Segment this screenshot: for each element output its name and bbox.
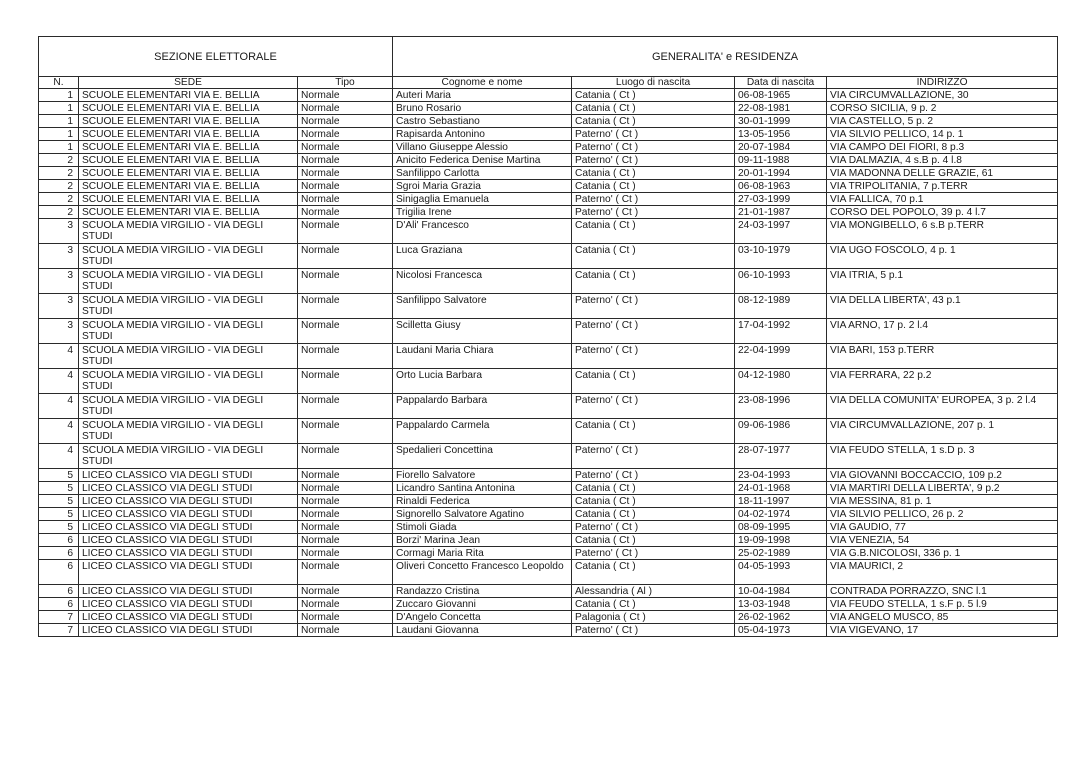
cell-tipo: Normale xyxy=(298,534,393,547)
cell-birthplace: Catania ( Ct ) xyxy=(572,115,735,128)
cell-birthplace: Catania ( Ct ) xyxy=(572,419,735,444)
cell-name: Laudani Giovanna xyxy=(393,624,572,637)
cell-address: CORSO DEL POPOLO, 39 p. 4 l.7 xyxy=(827,206,1058,219)
cell-name: D'Ali' Francesco xyxy=(393,219,572,244)
table-row xyxy=(39,269,1058,294)
cell-name: Signorello Salvatore Agatino xyxy=(393,508,572,521)
table-row xyxy=(39,219,1058,244)
cell-sede: SCUOLE ELEMENTARI VIA E. BELLIA xyxy=(79,180,298,193)
col-header-n: N. xyxy=(39,77,79,89)
cell-sede: SCUOLA MEDIA VIRGILIO - VIA DEGLI STUDI xyxy=(79,419,298,444)
section-header-row xyxy=(39,37,1058,77)
cell-sede: LICEO CLASSICO VIA DEGLI STUDI xyxy=(79,611,298,624)
cell-section-number: 1 xyxy=(39,102,79,115)
cell-birthplace: Palagonia ( Ct ) xyxy=(572,611,735,624)
cell-birthdate: 25-02-1989 xyxy=(735,547,827,560)
cell-address: VIA BARI, 153 p.TERR xyxy=(827,344,1058,369)
table-row xyxy=(39,89,1058,102)
cell-sede: SCUOLA MEDIA VIRGILIO - VIA DEGLI STUDI xyxy=(79,244,298,269)
col-header-sede: SEDE xyxy=(79,77,298,89)
cell-birthdate: 13-03-1948 xyxy=(735,598,827,611)
table-row xyxy=(39,495,1058,508)
cell-address: VIA G.B.NICOLOSI, 336 p. 1 xyxy=(827,547,1058,560)
cell-birthplace: Paterno' ( Ct ) xyxy=(572,319,735,344)
cell-name: Oliveri Concetto Francesco Leopoldo xyxy=(393,560,572,585)
cell-address: VIA UGO FOSCOLO, 4 p. 1 xyxy=(827,244,1058,269)
cell-address: VIA DELLA LIBERTA', 43 p.1 xyxy=(827,294,1058,319)
cell-birthplace: Catania ( Ct ) xyxy=(572,269,735,294)
cell-birthplace: Catania ( Ct ) xyxy=(572,534,735,547)
cell-name: Trigilia Irene xyxy=(393,206,572,219)
cell-name: Cormagi Maria Rita xyxy=(393,547,572,560)
cell-tipo: Normale xyxy=(298,344,393,369)
cell-address: VIA SILVIO PELLICO, 26 p. 2 xyxy=(827,508,1058,521)
cell-birthdate: 21-01-1987 xyxy=(735,206,827,219)
table-row xyxy=(39,294,1058,319)
col-header-data: Data di nascita xyxy=(735,77,827,89)
table-row xyxy=(39,244,1058,269)
cell-birthdate: 30-01-1999 xyxy=(735,115,827,128)
cell-address: VIA VIGEVANO, 17 xyxy=(827,624,1058,637)
cell-tipo: Normale xyxy=(298,102,393,115)
table-row xyxy=(39,598,1058,611)
table-row xyxy=(39,206,1058,219)
cell-sede: SCUOLA MEDIA VIRGILIO - VIA DEGLI STUDI xyxy=(79,294,298,319)
cell-section-number: 5 xyxy=(39,495,79,508)
cell-birthdate: 17-04-1992 xyxy=(735,319,827,344)
cell-tipo: Normale xyxy=(298,128,393,141)
cell-section-number: 2 xyxy=(39,154,79,167)
cell-section-number: 1 xyxy=(39,141,79,154)
cell-address: CONTRADA PORRAZZO, SNC l.1 xyxy=(827,585,1058,598)
cell-tipo: Normale xyxy=(298,469,393,482)
cell-birthplace: Paterno' ( Ct ) xyxy=(572,154,735,167)
cell-sede: LICEO CLASSICO VIA DEGLI STUDI xyxy=(79,508,298,521)
table-row xyxy=(39,534,1058,547)
cell-name: Randazzo Cristina xyxy=(393,585,572,598)
cell-birthplace: Catania ( Ct ) xyxy=(572,244,735,269)
cell-birthplace: Catania ( Ct ) xyxy=(572,102,735,115)
cell-birthdate: 04-05-1993 xyxy=(735,560,827,585)
table-row xyxy=(39,585,1058,598)
cell-section-number: 2 xyxy=(39,180,79,193)
cell-tipo: Normale xyxy=(298,294,393,319)
cell-birthdate: 03-10-1979 xyxy=(735,244,827,269)
cell-address: VIA MAURICI, 2 xyxy=(827,560,1058,585)
col-header-indirizzo: INDIRIZZO xyxy=(827,77,1058,89)
cell-section-number: 4 xyxy=(39,369,79,394)
cell-birthdate: 24-03-1997 xyxy=(735,219,827,244)
cell-section-number: 6 xyxy=(39,547,79,560)
cell-name: Stimoli Giada xyxy=(393,521,572,534)
cell-address: VIA CAMPO DEI FIORI, 8 p.3 xyxy=(827,141,1058,154)
cell-address: VIA CIRCUMVALLAZIONE, 207 p. 1 xyxy=(827,419,1058,444)
cell-address: VIA MARTIRI DELLA LIBERTA', 9 p.2 xyxy=(827,482,1058,495)
cell-sede: SCUOLA MEDIA VIRGILIO - VIA DEGLI STUDI xyxy=(79,219,298,244)
cell-birthplace: Paterno' ( Ct ) xyxy=(572,394,735,419)
cell-section-number: 6 xyxy=(39,560,79,585)
cell-birthdate: 06-08-1965 xyxy=(735,89,827,102)
cell-name: Fiorello Salvatore xyxy=(393,469,572,482)
cell-birthplace: Catania ( Ct ) xyxy=(572,482,735,495)
cell-section-number: 6 xyxy=(39,585,79,598)
cell-tipo: Normale xyxy=(298,560,393,585)
table-row xyxy=(39,482,1058,495)
cell-tipo: Normale xyxy=(298,394,393,419)
cell-section-number: 2 xyxy=(39,193,79,206)
cell-birthplace: Catania ( Ct ) xyxy=(572,598,735,611)
cell-address: VIA CIRCUMVALLAZIONE, 30 xyxy=(827,89,1058,102)
cell-address: VIA FEUDO STELLA, 1 s.F p. 5 l.9 xyxy=(827,598,1058,611)
cell-sede: LICEO CLASSICO VIA DEGLI STUDI xyxy=(79,624,298,637)
cell-birthdate: 27-03-1999 xyxy=(735,193,827,206)
table-row xyxy=(39,611,1058,624)
cell-section-number: 5 xyxy=(39,482,79,495)
cell-section-number: 7 xyxy=(39,624,79,637)
cell-tipo: Normale xyxy=(298,521,393,534)
table-row xyxy=(39,115,1058,128)
cell-birthdate: 19-09-1998 xyxy=(735,534,827,547)
cell-address: VIA CASTELLO, 5 p. 2 xyxy=(827,115,1058,128)
cell-tipo: Normale xyxy=(298,444,393,469)
cell-section-number: 6 xyxy=(39,598,79,611)
cell-sede: LICEO CLASSICO VIA DEGLI STUDI xyxy=(79,560,298,585)
cell-name: Licandro Santina Antonina xyxy=(393,482,572,495)
cell-birthdate: 06-10-1993 xyxy=(735,269,827,294)
cell-birthdate: 18-11-1997 xyxy=(735,495,827,508)
cell-name: Bruno Rosario xyxy=(393,102,572,115)
cell-section-number: 2 xyxy=(39,167,79,180)
table-row xyxy=(39,344,1058,369)
cell-birthplace: Catania ( Ct ) xyxy=(572,167,735,180)
cell-name: Borzi' Marina Jean xyxy=(393,534,572,547)
cell-birthplace: Catania ( Ct ) xyxy=(572,508,735,521)
section-title: SEZIONE ELETTORALE xyxy=(39,37,393,77)
cell-name: Spedalieri Concettina xyxy=(393,444,572,469)
table-row xyxy=(39,419,1058,444)
cell-sede: SCUOLE ELEMENTARI VIA E. BELLIA xyxy=(79,167,298,180)
cell-sede: SCUOLA MEDIA VIRGILIO - VIA DEGLI STUDI xyxy=(79,344,298,369)
cell-sede: LICEO CLASSICO VIA DEGLI STUDI xyxy=(79,534,298,547)
cell-sede: LICEO CLASSICO VIA DEGLI STUDI xyxy=(79,547,298,560)
cell-tipo: Normale xyxy=(298,611,393,624)
cell-birthplace: Paterno' ( Ct ) xyxy=(572,624,735,637)
cell-birthplace: Paterno' ( Ct ) xyxy=(572,141,735,154)
cell-section-number: 6 xyxy=(39,534,79,547)
cell-birthdate: 20-01-1994 xyxy=(735,167,827,180)
cell-birthplace: Catania ( Ct ) xyxy=(572,180,735,193)
cell-tipo: Normale xyxy=(298,419,393,444)
cell-birthplace: Paterno' ( Ct ) xyxy=(572,193,735,206)
cell-address: VIA GAUDIO, 77 xyxy=(827,521,1058,534)
cell-address: VIA FALLICA, 70 p.1 xyxy=(827,193,1058,206)
col-header-nome: Cognome e nome xyxy=(393,77,572,89)
cell-section-number: 5 xyxy=(39,508,79,521)
cell-birthplace: Catania ( Ct ) xyxy=(572,495,735,508)
cell-section-number: 5 xyxy=(39,521,79,534)
table-row xyxy=(39,547,1058,560)
cell-birthdate: 04-12-1980 xyxy=(735,369,827,394)
cell-address: VIA ARNO, 17 p. 2 l.4 xyxy=(827,319,1058,344)
cell-tipo: Normale xyxy=(298,585,393,598)
cell-sede: SCUOLE ELEMENTARI VIA E. BELLIA xyxy=(79,102,298,115)
cell-birthdate: 09-06-1986 xyxy=(735,419,827,444)
cell-address: VIA FEUDO STELLA, 1 s.D p. 3 xyxy=(827,444,1058,469)
cell-sede: SCUOLE ELEMENTARI VIA E. BELLIA xyxy=(79,141,298,154)
col-header-luogo: Luogo di nascita xyxy=(572,77,735,89)
cell-tipo: Normale xyxy=(298,219,393,244)
cell-name: Pappalardo Carmela xyxy=(393,419,572,444)
cell-tipo: Normale xyxy=(298,141,393,154)
cell-tipo: Normale xyxy=(298,154,393,167)
cell-sede: SCUOLE ELEMENTARI VIA E. BELLIA xyxy=(79,115,298,128)
table-row xyxy=(39,154,1058,167)
table-row xyxy=(39,394,1058,419)
cell-address: VIA ANGELO MUSCO, 85 xyxy=(827,611,1058,624)
cell-address: VIA ITRIA, 5 p.1 xyxy=(827,269,1058,294)
cell-birthdate: 26-02-1962 xyxy=(735,611,827,624)
cell-section-number: 7 xyxy=(39,611,79,624)
cell-birthdate: 04-02-1974 xyxy=(735,508,827,521)
cell-birthplace: Catania ( Ct ) xyxy=(572,219,735,244)
cell-tipo: Normale xyxy=(298,319,393,344)
cell-address: VIA DELLA COMUNITA' EUROPEA, 3 p. 2 l.4 xyxy=(827,394,1058,419)
cell-sede: SCUOLE ELEMENTARI VIA E. BELLIA xyxy=(79,206,298,219)
cell-sede: SCUOLE ELEMENTARI VIA E. BELLIA xyxy=(79,154,298,167)
cell-birthplace: Alessandria ( Al ) xyxy=(572,585,735,598)
cell-section-number: 4 xyxy=(39,394,79,419)
cell-birthdate: 08-12-1989 xyxy=(735,294,827,319)
cell-address: VIA DALMAZIA, 4 s.B p. 4 l.8 xyxy=(827,154,1058,167)
cell-birthplace: Paterno' ( Ct ) xyxy=(572,521,735,534)
cell-sede: SCUOLA MEDIA VIRGILIO - VIA DEGLI STUDI xyxy=(79,369,298,394)
cell-address: VIA GIOVANNI BOCCACCIO, 109 p.2 xyxy=(827,469,1058,482)
document-sheet xyxy=(38,36,1057,637)
table-row xyxy=(39,180,1058,193)
table-row xyxy=(39,369,1058,394)
cell-birthdate: 05-04-1973 xyxy=(735,624,827,637)
cell-name: Orto Lucia Barbara xyxy=(393,369,572,394)
cell-sede: SCUOLA MEDIA VIRGILIO - VIA DEGLI STUDI xyxy=(79,444,298,469)
cell-section-number: 1 xyxy=(39,115,79,128)
cell-birthdate: 28-07-1977 xyxy=(735,444,827,469)
cell-section-number: 1 xyxy=(39,89,79,102)
cell-tipo: Normale xyxy=(298,624,393,637)
table-row xyxy=(39,167,1058,180)
cell-tipo: Normale xyxy=(298,508,393,521)
cell-sede: SCUOLA MEDIA VIRGILIO - VIA DEGLI STUDI xyxy=(79,319,298,344)
cell-name: Sinigaglia Emanuela xyxy=(393,193,572,206)
table-row xyxy=(39,141,1058,154)
cell-address: VIA MONGIBELLO, 6 s.B p.TERR xyxy=(827,219,1058,244)
cell-section-number: 3 xyxy=(39,294,79,319)
cell-section-number: 3 xyxy=(39,319,79,344)
cell-address: VIA MESSINA, 81 p. 1 xyxy=(827,495,1058,508)
cell-address: CORSO SICILIA, 9 p. 2 xyxy=(827,102,1058,115)
cell-tipo: Normale xyxy=(298,193,393,206)
cell-section-number: 3 xyxy=(39,269,79,294)
cell-birthdate: 09-11-1988 xyxy=(735,154,827,167)
cell-birthplace: Paterno' ( Ct ) xyxy=(572,128,735,141)
cell-tipo: Normale xyxy=(298,482,393,495)
cell-address: VIA SILVIO PELLICO, 14 p. 1 xyxy=(827,128,1058,141)
cell-birthplace: Paterno' ( Ct ) xyxy=(572,206,735,219)
cell-tipo: Normale xyxy=(298,206,393,219)
cell-birthplace: Paterno' ( Ct ) xyxy=(572,444,735,469)
cell-section-number: 3 xyxy=(39,244,79,269)
cell-birthplace: Catania ( Ct ) xyxy=(572,369,735,394)
cell-birthdate: 23-08-1996 xyxy=(735,394,827,419)
cell-birthdate: 22-08-1981 xyxy=(735,102,827,115)
cell-sede: LICEO CLASSICO VIA DEGLI STUDI xyxy=(79,469,298,482)
cell-name: Zuccaro Giovanni xyxy=(393,598,572,611)
cell-section-number: 1 xyxy=(39,128,79,141)
cell-name: Rinaldi Federica xyxy=(393,495,572,508)
cell-sede: SCUOLA MEDIA VIRGILIO - VIA DEGLI STUDI xyxy=(79,269,298,294)
table-row xyxy=(39,128,1058,141)
column-header-row xyxy=(39,77,1058,89)
cell-address: VIA VENEZIA, 54 xyxy=(827,534,1058,547)
cell-birthdate: 20-07-1984 xyxy=(735,141,827,154)
table-row xyxy=(39,508,1058,521)
cell-sede: LICEO CLASSICO VIA DEGLI STUDI xyxy=(79,598,298,611)
cell-name: Sanfilippo Carlotta xyxy=(393,167,572,180)
table-row xyxy=(39,319,1058,344)
cell-section-number: 4 xyxy=(39,419,79,444)
cell-birthplace: Paterno' ( Ct ) xyxy=(572,469,735,482)
cell-tipo: Normale xyxy=(298,115,393,128)
cell-birthdate: 13-05-1956 xyxy=(735,128,827,141)
cell-name: Sanfilippo Salvatore xyxy=(393,294,572,319)
cell-name: Sgroi Maria Grazia xyxy=(393,180,572,193)
cell-section-number: 3 xyxy=(39,219,79,244)
cell-sede: LICEO CLASSICO VIA DEGLI STUDI xyxy=(79,495,298,508)
cell-name: Castro Sebastiano xyxy=(393,115,572,128)
cell-section-number: 4 xyxy=(39,344,79,369)
cell-tipo: Normale xyxy=(298,180,393,193)
table-row xyxy=(39,469,1058,482)
cell-section-number: 5 xyxy=(39,469,79,482)
cell-birthdate: 10-04-1984 xyxy=(735,585,827,598)
cell-birthdate: 08-09-1995 xyxy=(735,521,827,534)
cell-birthplace: Paterno' ( Ct ) xyxy=(572,547,735,560)
cell-birthplace: Paterno' ( Ct ) xyxy=(572,294,735,319)
cell-name: Rapisarda Antonino xyxy=(393,128,572,141)
cell-name: Pappalardo Barbara xyxy=(393,394,572,419)
cell-birthplace: Catania ( Ct ) xyxy=(572,560,735,585)
cell-sede: SCUOLE ELEMENTARI VIA E. BELLIA xyxy=(79,193,298,206)
table-row xyxy=(39,444,1058,469)
general-title: GENERALITA' e RESIDENZA xyxy=(393,37,1058,77)
cell-tipo: Normale xyxy=(298,598,393,611)
cell-name: Laudani Maria Chiara xyxy=(393,344,572,369)
table-row xyxy=(39,560,1058,585)
table-row xyxy=(39,624,1058,637)
table-row xyxy=(39,521,1058,534)
cell-sede: SCUOLE ELEMENTARI VIA E. BELLIA xyxy=(79,128,298,141)
cell-name: Villano Giuseppe Alessio xyxy=(393,141,572,154)
cell-tipo: Normale xyxy=(298,167,393,180)
cell-sede: LICEO CLASSICO VIA DEGLI STUDI xyxy=(79,521,298,534)
cell-address: VIA TRIPOLITANIA, 7 p.TERR xyxy=(827,180,1058,193)
cell-name: Auteri Maria xyxy=(393,89,572,102)
cell-tipo: Normale xyxy=(298,89,393,102)
cell-name: D'Angelo Concetta xyxy=(393,611,572,624)
cell-sede: SCUOLA MEDIA VIRGILIO - VIA DEGLI STUDI xyxy=(79,394,298,419)
electoral-table xyxy=(38,36,1058,637)
cell-birthdate: 24-01-1968 xyxy=(735,482,827,495)
cell-address: VIA FERRARA, 22 p.2 xyxy=(827,369,1058,394)
cell-sede: LICEO CLASSICO VIA DEGLI STUDI xyxy=(79,482,298,495)
cell-sede: LICEO CLASSICO VIA DEGLI STUDI xyxy=(79,585,298,598)
table-row xyxy=(39,102,1058,115)
cell-name: Anicito Federica Denise Martina xyxy=(393,154,572,167)
cell-tipo: Normale xyxy=(298,495,393,508)
cell-birthdate: 06-08-1963 xyxy=(735,180,827,193)
cell-birthdate: 22-04-1999 xyxy=(735,344,827,369)
table-body xyxy=(39,89,1058,637)
col-header-tipo: Tipo xyxy=(298,77,393,89)
cell-tipo: Normale xyxy=(298,547,393,560)
table-row xyxy=(39,193,1058,206)
cell-tipo: Normale xyxy=(298,269,393,294)
cell-birthdate: 23-04-1993 xyxy=(735,469,827,482)
cell-section-number: 2 xyxy=(39,206,79,219)
cell-sede: SCUOLE ELEMENTARI VIA E. BELLIA xyxy=(79,89,298,102)
cell-address: VIA MADONNA DELLE GRAZIE, 61 xyxy=(827,167,1058,180)
cell-name: Luca Graziana xyxy=(393,244,572,269)
cell-section-number: 4 xyxy=(39,444,79,469)
cell-tipo: Normale xyxy=(298,244,393,269)
cell-birthplace: Catania ( Ct ) xyxy=(572,89,735,102)
cell-name: Nicolosi Francesca xyxy=(393,269,572,294)
cell-name: Scilletta Giusy xyxy=(393,319,572,344)
cell-birthplace: Paterno' ( Ct ) xyxy=(572,344,735,369)
cell-tipo: Normale xyxy=(298,369,393,394)
